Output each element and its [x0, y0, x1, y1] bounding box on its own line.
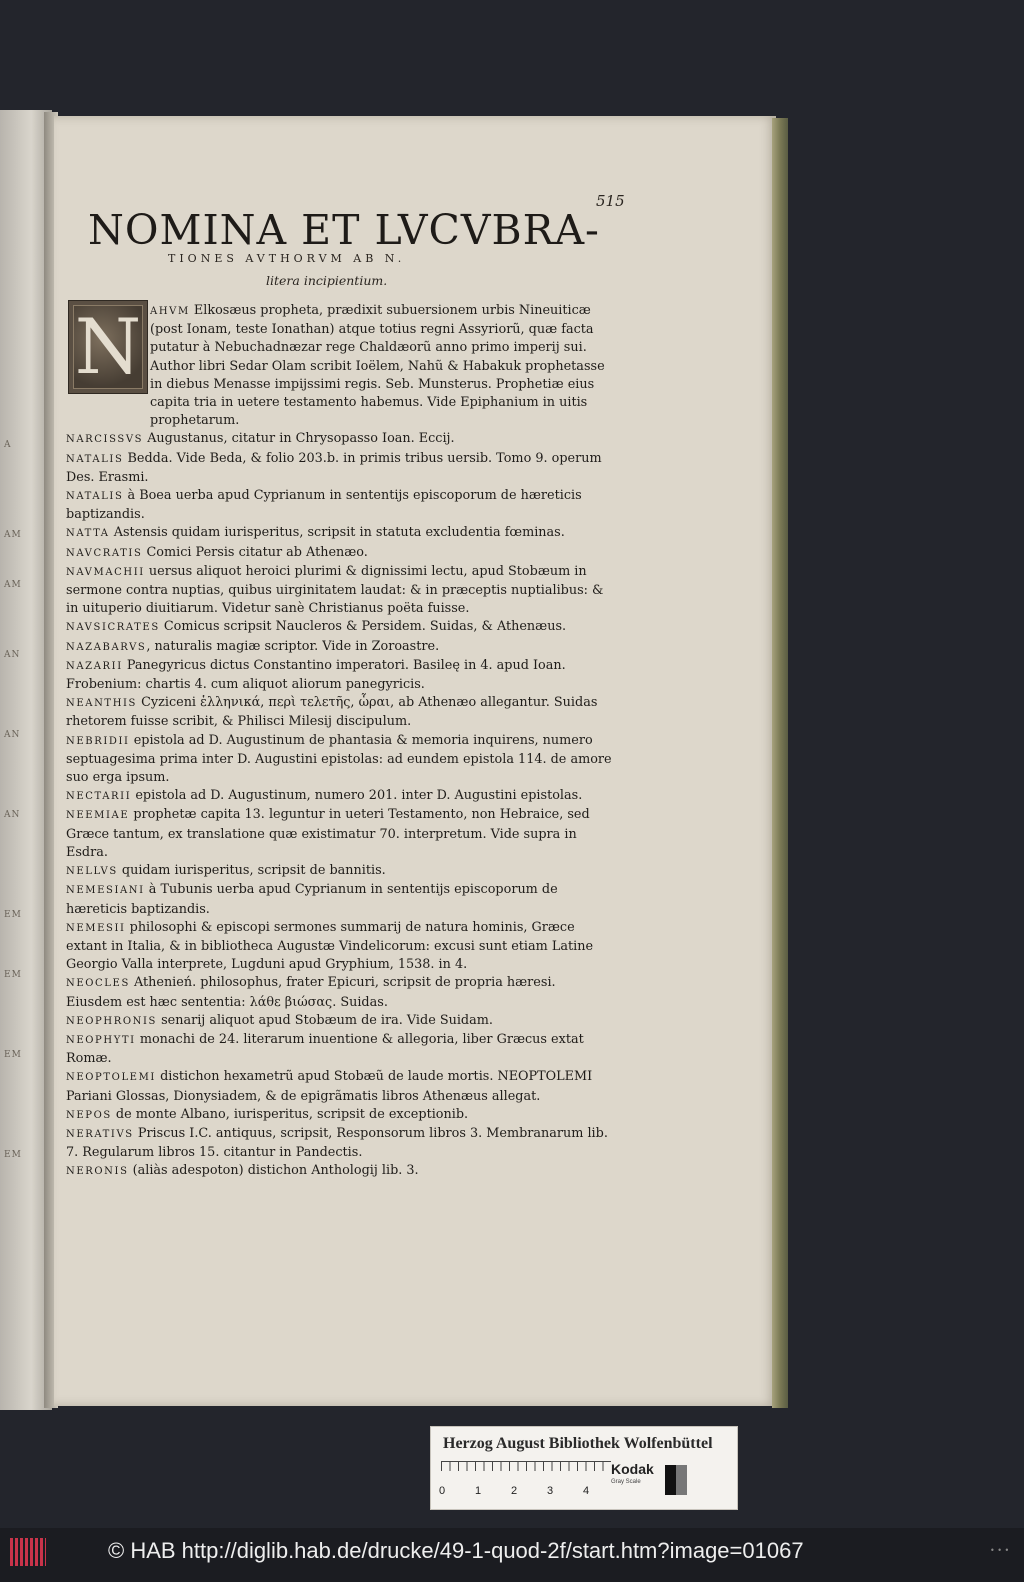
dropcap-letter: N — [74, 302, 142, 391]
left-page-text: AM — [4, 580, 22, 590]
entry: NATALIS Bedda. Vide Beda, & folio 203.b. in primis tribus uersib. Tomo 9. operum Des. Erasmi. — [66, 450, 602, 485]
entry: NARCISSVS Augustanus, citatur in Chrysopasso Ioan. Eccij. — [66, 431, 455, 447]
entry-nahum: AHVM Elkosæus propheta, prædixit subuersionem urbis Nineuiticæ (post Ionam, teste Ionathan) atque totius regni Assyriorũ, quæ facta putatur à Nebuchadnæzar rege Chaldæorũ anno primo imperij sui. Author libri Sedar Olam scribit Ioëlem, Nahũ & Habakuk prophetasse in diebus Menasse impijssimi regis. Seb. Munsterus. Prophetiæ eius capita tria in uetere testamento habemus. Vide Epiphanium in uitis prophetarum. — [150, 303, 605, 429]
left-page-text: AN — [4, 810, 21, 820]
page-title: NOMINA ET LVCVBRA- — [88, 206, 600, 254]
entry: NATTA Astensis quidam iurisperitus, scripsit in statuta excludentia fœminas. — [66, 525, 565, 541]
page-subtitle: TIONES AVTHORVM AB N. — [168, 252, 406, 265]
left-page-text: AM — [4, 530, 22, 540]
left-page-text: AN — [4, 650, 21, 660]
page-edge — [772, 118, 788, 1408]
left-page-text: A — [4, 440, 12, 450]
entry: NEOCLES Athenień. philosophus, frater Epicuri, scripsit de propria hæresi. Eiusdem est hæc sententia: λάθε βιώσας. Suidas. — [66, 975, 556, 1010]
ruler-numbers: 0 1 2 3 4 — [439, 1485, 590, 1497]
entry: NEMESIANI à Tubunis uerba apud Cyprianum in sententijs episcoporum de hæreticis baptizandis. — [66, 882, 558, 917]
entry: NELLVS quidam iurisperitus, scripsit de bannitis. — [66, 863, 386, 879]
entry-list — [66, 302, 612, 1182]
entry: NEPOS de monte Albano, iurisperitus, scripsit de exceptionib. — [66, 1106, 469, 1122]
left-page-text: EM — [4, 1150, 22, 1160]
entry: NAZABARVS, naturalis magiæ scriptor. Vide in Zoroastre. — [66, 638, 440, 654]
left-page-text: EM — [4, 910, 22, 920]
entry: NAVMACHII uersus aliquot heroici plurimi & dignissimi lectu, apud Stobæum in sermone contra nuptias, quibus uirginitatem laudat: & in præceptis nuptialibus: & in uituperio diuitiarum. Videtur sanè Christianus poëta fuisse. — [66, 563, 604, 617]
entry: NEEMIAE prophetæ capita 13. leguntur in ueteri Testamento, non Hebraice, sed Græce tantum, ex translatione quæ existimatur 70. interpretum. Vide supra in Esdra. — [66, 807, 590, 860]
entry: NEOPHRONIS senarij aliquot apud Stobæum de ira. Vide Suidam. — [66, 1012, 493, 1028]
entry: NEANTHIS Cyziceni ἑλληνικά, περὶ τελετῆς, ὧραι, ab Athenæo allegantur. Suidas rhetorem fuisse scribit, & Philisci Milesij discipulum. — [66, 695, 598, 730]
left-page-text: EM — [4, 1050, 22, 1060]
entry: NEOPHYTI monachi de 24. literarum inuentione & allegoria, liber Græcus extat Romæ. — [66, 1031, 584, 1067]
footer-dots-icon: • • • — [990, 1546, 1010, 1555]
entry: NECTARII epistola ad D. Augustinum, numero 201. inter D. Augustini epistolas. — [66, 788, 583, 804]
entry: NAVSICRATES Comicus scripsit Naucleros & Persidem. Suidas, & Athenæus. — [66, 619, 567, 635]
footer-url[interactable]: © HAB http://diglib.hab.de/drucke/49-1-quod-2f/start.htm?image=01067 — [108, 1538, 804, 1563]
entry: NERATIVS Priscus I.C. antiquus, scripsit, Responsorum libros 3. Membranarum lib. 7. Regularum libros 15. citantur in Pandectis. — [66, 1125, 608, 1161]
entry: NEMESII philosophi & episcopi sermones summarij de natura hominis, Græce extant in Italia, & in bibliotheca Augustæ Vindelicorum: excusi sunt etiam Latine Georgio Valla interprete, Lugduni apud Gryphium, 1538. in 4. — [66, 919, 594, 973]
entry: NAVCRATIS Comici Persis citatur ab Athenæo. — [66, 544, 368, 560]
footer-bar — [0, 1528, 1024, 1582]
gray-scale-label: Gray Scale — [611, 1479, 641, 1485]
kodak-logo: Kodak — [611, 1461, 654, 1477]
entry: NEOPTOLEMI distichon hexametrũ apud Stobæũ de laude mortis. NEOPTOLEMI Pariani Glossas, Dionysiadem, & de epigrãmatis libros Athenæus allegat. — [66, 1069, 593, 1104]
ruler-scale — [441, 1461, 611, 1484]
gray-swatch — [665, 1465, 687, 1495]
hab-logo-icon — [10, 1538, 46, 1566]
folio-number: 515 — [596, 192, 625, 210]
library-color-card — [430, 1426, 738, 1510]
entry: NERONIS (aliàs adespoton) distichon Anthologij lib. 3. — [66, 1163, 419, 1179]
left-page-text: EM — [4, 970, 22, 980]
ornamental-dropcap — [68, 300, 148, 394]
entry: NATALIS à Boea uerba apud Cyprianum in sententijs episcoporum de hæreticis baptizandis. — [66, 488, 582, 523]
left-page-text: AN — [4, 730, 21, 740]
entry: NEBRIDII epistola ad D. Augustinum de phantasia & memoria inquirens, numero septuagesima prima inter D. Augustini epistolas: ad eundem epistola 114. de amore suo erga ipsum. — [66, 732, 612, 786]
entry: NAZARII Panegyricus dictus Constantino imperatori. Basileę in 4. apud Ioan. Frobenium: chartis 4. cum aliquot aliorum panegyricis. — [66, 657, 566, 693]
library-name: Herzog August Bibliothek Wolfenbüttel — [443, 1435, 713, 1452]
page-subtitle-line2: litera incipientium. — [266, 273, 388, 288]
